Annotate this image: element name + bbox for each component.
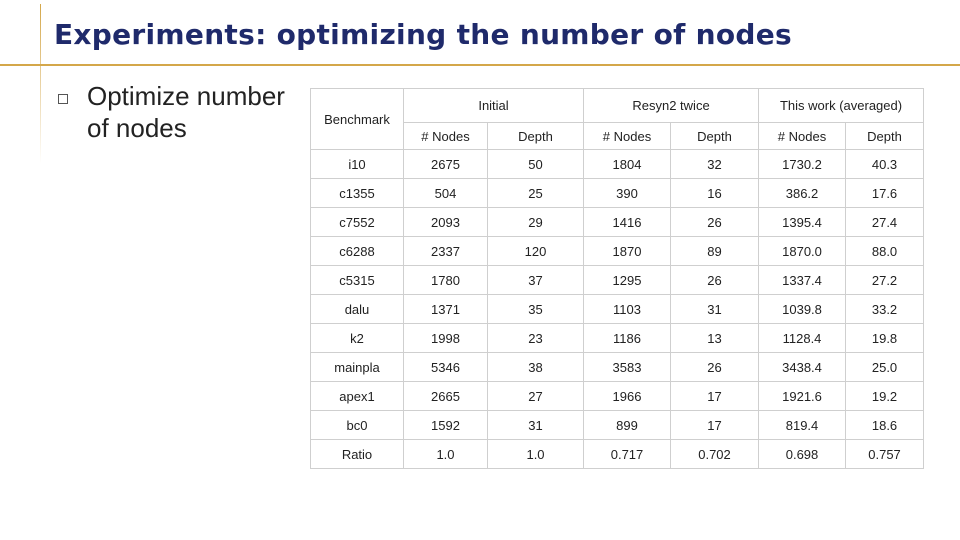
table-cell: 3438.4 [759,353,846,382]
benchmark-name-cell: mainpla [311,353,404,382]
sub-header-nodes: # Nodes [759,123,846,150]
table-cell: 13 [671,324,759,353]
benchmark-header: Benchmark [311,89,404,150]
group-header-resyn2: Resyn2 twice [584,89,759,123]
table-cell: 40.3 [846,150,924,179]
table-row [311,324,924,353]
table-cell: 3583 [584,353,671,382]
table-cell: 31 [671,295,759,324]
table-cell: 1870 [584,237,671,266]
benchmark-name-cell: bc0 [311,411,404,440]
benchmark-name-cell: c5315 [311,266,404,295]
table-cell: 390 [584,179,671,208]
sub-header-nodes: # Nodes [404,123,488,150]
table-cell: 1804 [584,150,671,179]
table-cell: 1186 [584,324,671,353]
bullet-text: Optimize number of nodes [87,81,285,143]
table-cell: 504 [404,179,488,208]
table-cell: 35 [488,295,584,324]
group-header-this-work: This work (averaged) [759,89,924,123]
table-cell: 26 [671,208,759,237]
table-cell: 1592 [404,411,488,440]
table-cell: 386.2 [759,179,846,208]
table-cell: 5346 [404,353,488,382]
table-cell: 89 [671,237,759,266]
table-cell: 1295 [584,266,671,295]
table-cell: 1371 [404,295,488,324]
table-cell: 18.6 [846,411,924,440]
benchmark-name-cell: apex1 [311,382,404,411]
results-table [310,88,924,469]
table-cell: 16 [671,179,759,208]
table-cell: 33.2 [846,295,924,324]
table-row [311,150,924,179]
table-cell: 19.2 [846,382,924,411]
table-cell: 25.0 [846,353,924,382]
benchmark-name-cell: i10 [311,150,404,179]
table-cell: 26 [671,353,759,382]
table-cell: 899 [584,411,671,440]
bullet-square-icon [58,94,68,104]
benchmark-name-cell: k2 [311,324,404,353]
table-row [311,382,924,411]
table-row [311,237,924,266]
table-row [311,440,924,469]
sub-header-depth: Depth [488,123,584,150]
table-cell: 1780 [404,266,488,295]
table-cell: 32 [671,150,759,179]
table-cell: 17 [671,382,759,411]
decorative-vertical-rule [40,4,41,164]
table-cell: 27 [488,382,584,411]
table-cell: 88.0 [846,237,924,266]
table-row [311,411,924,440]
benchmark-name-cell: c6288 [311,237,404,266]
table-cell: 0.717 [584,440,671,469]
table-cell: 1395.4 [759,208,846,237]
group-header-initial: Initial [404,89,584,123]
table-cell: 1128.4 [759,324,846,353]
table-cell: 0.702 [671,440,759,469]
table-row [311,353,924,382]
table-cell: 31 [488,411,584,440]
table-cell: 1.0 [488,440,584,469]
table-cell: 1870.0 [759,237,846,266]
table-cell: 2337 [404,237,488,266]
sub-header-nodes: # Nodes [584,123,671,150]
table-cell: 27.4 [846,208,924,237]
table-cell: 1921.6 [759,382,846,411]
sub-header-depth: Depth [846,123,924,150]
table-cell: 1966 [584,382,671,411]
table-row [311,266,924,295]
table-cell: 50 [488,150,584,179]
table-cell: 1039.8 [759,295,846,324]
table-cell: 0.757 [846,440,924,469]
table-cell: 819.4 [759,411,846,440]
table-cell: 120 [488,237,584,266]
table-cell: 29 [488,208,584,237]
table-cell: 17.6 [846,179,924,208]
benchmark-name-cell: c7552 [311,208,404,237]
table-cell: 0.698 [759,440,846,469]
table-cell: 1.0 [404,440,488,469]
table-cell: 1730.2 [759,150,846,179]
table-cell: 17 [671,411,759,440]
benchmark-name-cell: dalu [311,295,404,324]
table-cell: 1337.4 [759,266,846,295]
table-row [311,208,924,237]
table-cell: 2675 [404,150,488,179]
title-underline [0,64,960,66]
table-cell: 19.8 [846,324,924,353]
table-cell: 1103 [584,295,671,324]
table-row [311,179,924,208]
table-cell: 1998 [404,324,488,353]
sub-header-depth: Depth [671,123,759,150]
group-header-row [311,89,924,123]
benchmark-name-cell: c1355 [311,179,404,208]
table-cell: 27.2 [846,266,924,295]
table-cell: 2665 [404,382,488,411]
table-cell: 23 [488,324,584,353]
slide-title: Experiments: optimizing the number of nodes [54,18,793,51]
table-cell: 25 [488,179,584,208]
benchmark-name-cell: Ratio [311,440,404,469]
table-row [311,295,924,324]
table-cell: 26 [671,266,759,295]
table-cell: 2093 [404,208,488,237]
table-cell: 1416 [584,208,671,237]
table-cell: 38 [488,353,584,382]
table-cell: 37 [488,266,584,295]
